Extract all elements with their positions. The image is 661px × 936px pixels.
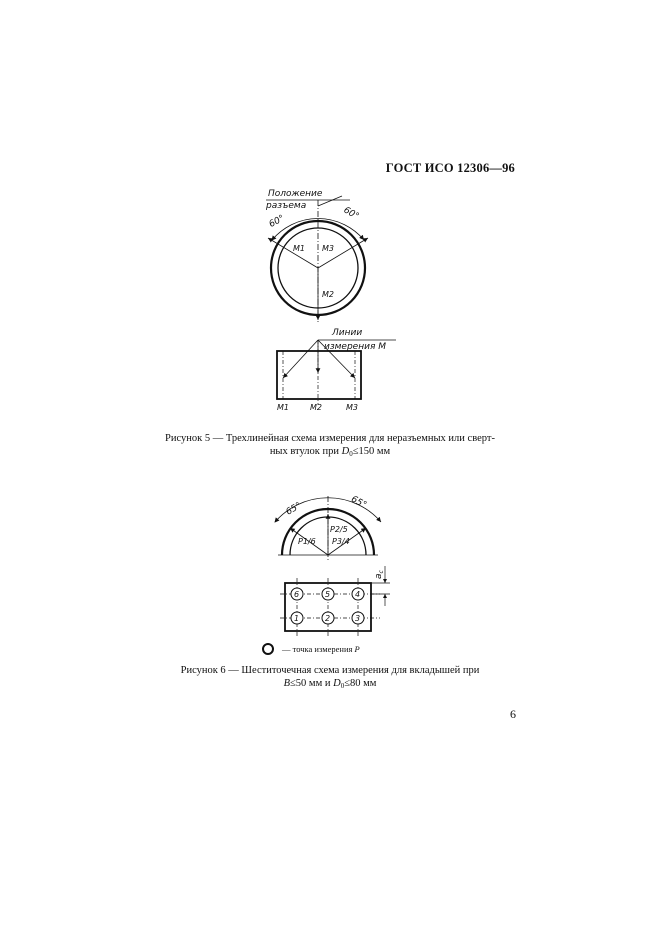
side-view-rect (277, 351, 361, 399)
edge-dim-label: $a_c$ (374, 570, 385, 579)
ring-point-m2: M2 (322, 290, 334, 299)
figure6-caption-line2: B≤50 мм и $D_0\le 80$ мм (283, 678, 377, 690)
parting-label-line2: разъема (266, 201, 307, 211)
grid-point-4: 4 (355, 590, 361, 599)
grid-point-3: 3 (355, 614, 361, 623)
ring-point-m3: M3 (322, 244, 334, 253)
measurement-point-legend (262, 640, 360, 658)
grid-point-1: 1 (294, 614, 300, 623)
angle-right-label: 60° (341, 205, 361, 223)
figure5-caption (120, 432, 540, 461)
figure5-caption-line1: Рисунок 5 — Трехлинейная схема измерения для неразъемных или сверт- (165, 433, 495, 444)
legend-text: — точка измерения P (282, 644, 360, 654)
side-point-m2: M2 (310, 403, 322, 412)
radial-line-m1 (268, 238, 318, 268)
figure5-caption-line2: ных втулок при $D_0\le 150$ мм (269, 446, 391, 458)
shell-angle-left-label: 65° (284, 500, 304, 518)
radial-line-m3 (318, 238, 368, 268)
side-point-m1: M1 (277, 403, 289, 412)
shell-point-p16: P1/6 (298, 537, 316, 546)
angle-left-label: 60° (267, 213, 287, 230)
measurement-point-icon (262, 643, 274, 655)
standard-code-header: ГОСТ ИСО 12306—96 (385, 161, 515, 175)
grid-point-6: 6 (294, 590, 300, 599)
figure6-caption-line1: Рисунок 6 — Шеститочечная схема измерения для вкладышей при (180, 665, 480, 676)
shell-point-p34: P3/4 (332, 537, 350, 546)
side-point-m3: M3 (346, 403, 358, 412)
shell-angle-right-label: 65° (349, 494, 368, 511)
grid-point-2: 2 (325, 614, 331, 623)
shell-point-p25: P2/5 (330, 525, 348, 534)
grid-point-5: 5 (325, 590, 331, 599)
parting-label-line1: Положение (268, 189, 323, 199)
lines-label-line1: Линии (332, 328, 363, 338)
figure6-caption (120, 664, 540, 693)
page-number: 6 (510, 707, 516, 721)
lines-label-line2: измерения M (324, 342, 386, 352)
ring-point-m1: M1 (293, 244, 305, 253)
